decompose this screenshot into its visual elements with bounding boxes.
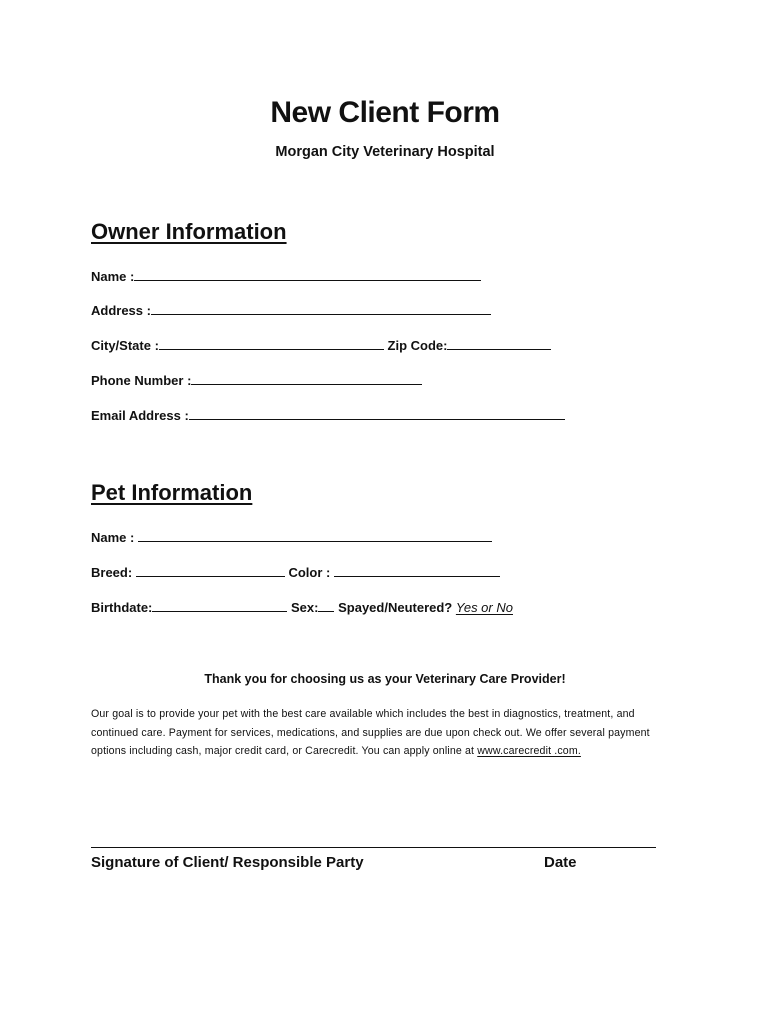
thank-you-message: Thank you for choosing us as your Veterinary Care Provider! — [204, 672, 566, 686]
owner-email-row — [91, 407, 565, 423]
owner-email-label: Email Address : — [91, 408, 189, 423]
payment-info-text: Our goal is to provide your pet with the best care available which includes the best in diagnostics, treatment, and continued care. Payment for services, medications, and supplies are due upon check out. We offer several payment options including cash, major credit card, or Carecredit. You can apply online at — [91, 708, 650, 757]
owner-city-state-row — [91, 337, 551, 353]
signature-label: Signature of Client/ Responsible Party — [91, 854, 364, 871]
pet-name-row — [91, 529, 492, 545]
owner-zip-label: Zip Code: — [387, 338, 448, 353]
owner-address-row — [91, 302, 491, 318]
pet-info-heading: Pet Information — [91, 480, 253, 505]
carecredit-link[interactable]: www.carecredit .com. — [477, 745, 581, 757]
owner-name-field[interactable] — [134, 268, 481, 281]
owner-phone-field[interactable] — [191, 372, 422, 385]
pet-color-label: Color : — [288, 565, 331, 580]
pet-color-field[interactable] — [334, 564, 500, 577]
pet-breed-field[interactable] — [136, 564, 285, 577]
owner-zip-field[interactable] — [447, 337, 551, 350]
owner-phone-row — [91, 372, 422, 388]
owner-name-row — [91, 268, 481, 284]
owner-phone-label: Phone Number : — [91, 373, 192, 388]
owner-address-field[interactable] — [151, 302, 491, 315]
pet-birthdate-field[interactable] — [152, 599, 287, 612]
pet-birthdate-row — [91, 599, 513, 615]
pet-spayed-options[interactable]: Yes or No — [455, 600, 513, 615]
date-label: Date — [544, 854, 577, 871]
pet-birthdate-label: Birthdate: — [91, 600, 153, 615]
owner-name-label: Name : — [91, 269, 135, 284]
owner-city-state-label: City/State : — [91, 338, 159, 353]
page-title: New Client Form — [270, 96, 500, 129]
pet-sex-label: Sex: — [291, 600, 319, 615]
pet-breed-color-row — [91, 564, 500, 580]
pet-spayed-label: Spayed/Neutered? — [338, 600, 453, 615]
pet-breed-label: Breed: — [91, 565, 133, 580]
owner-info-heading: Owner Information — [91, 219, 287, 244]
owner-email-field[interactable] — [189, 407, 565, 420]
owner-address-label: Address : — [91, 303, 151, 318]
owner-city-state-field[interactable] — [159, 337, 384, 350]
pet-sex-field[interactable] — [318, 599, 334, 612]
pet-name-field[interactable] — [138, 529, 492, 542]
payment-info-paragraph — [91, 705, 681, 761]
pet-name-label: Name : — [91, 530, 135, 545]
signature-line[interactable] — [91, 847, 656, 848]
hospital-name: Morgan City Veterinary Hospital — [275, 144, 495, 160]
